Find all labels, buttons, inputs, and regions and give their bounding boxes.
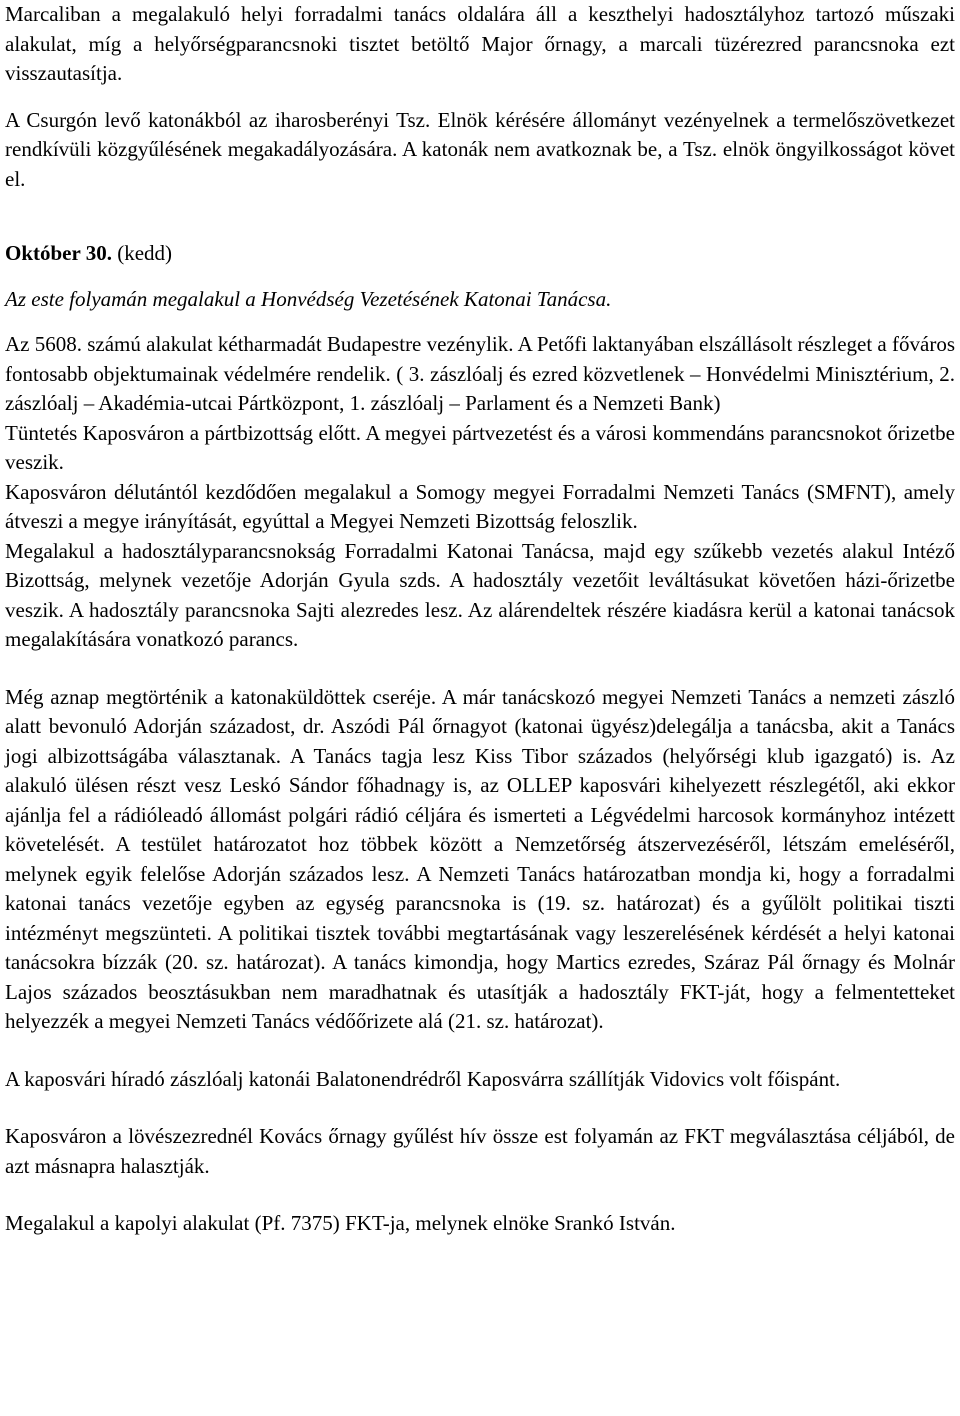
- paragraph-kapoly: Megalakul a kapolyi alakulat (Pf. 7375) FKT-ja, melynek elnöke Srankó István.: [5, 1211, 676, 1235]
- paragraph-division-council: Megalakul a hadosztályparancsnokság Forradalmi Katonai Tanácsa, majd egy szűkebb vezetés alakul Intéző Bizottság, melynek vezetője Adorján Gyula szds. A hadosztály vezetőit leváltásukat követően házi-őrizetbe veszik. A hadosztály parancsnoka Sajti alezredes lesz. Az alárendeltek részére kiadásra kerül a katonai tanácsok megalakítására vonatkozó parancs.: [5, 538, 955, 651]
- paragraph-unit-5608: Az 5608. számú alakulat kétharmadát Budapestre vezénylik. A Petőfi laktanyában elszállásolt részleget a főváros fontosabb objektumainak védelmére rendelik. ( 3. zászlóalj és ezred közvetlenek – Honvédelmi Minisztérium, 2. zászlóalj – Akadémia-utcai Pártközpont, 1. zászlóalj – Parlament és a Nemzeti Bank): [5, 332, 955, 415]
- paragraph-kaposvar-protest: Tüntetés Kaposváron a pártbizottság előtt. A megyei pártvezetést és a városi kommendáns parancsnokot őrizetbe veszik.: [5, 420, 955, 474]
- paragraph-marcali: Marcaliban a megalakuló helyi forradalmi tanács oldalára áll a keszthelyi hadosztályhoz tartozó műszaki alakulat, míg a helyőrségparancsnoki tisztet betöltő Major őrnagy, a marcali tüzérezred parancsnoka ezt visszautasítja.: [5, 2, 955, 85]
- paragraph-smfnt: Kaposváron délutántól kezdődően megalakul a Somogy megyei Forradalmi Nemzeti Tanács (SMFNT), amely átveszi a megye irányítását, egyúttal a Megyei Nemzeti Bizottság feloszlik.: [5, 479, 955, 533]
- document-page: [5, 0, 955, 1239]
- date-heading: [5, 239, 955, 269]
- paragraph-csurgo: A Csurgón levő katonákból az iharosberényi Tsz. Elnök kérésére állományt vezényelnek a termelőszövetkezet rendkívüli közgyűlésének megakadályozására. A katonák nem avatkoznak be, a Tsz. elnök öngyilkosságot követ el.: [5, 107, 955, 191]
- date-heading-day: (kedd): [117, 241, 173, 265]
- date-heading-date: Október 30.: [5, 241, 112, 265]
- paragraph-military-council: Az este folyamán megalakul a Honvédség Vezetésének Katonai Tanácsa.: [5, 286, 612, 311]
- paragraph-fkt-election: Kaposváron a lövészezrednél Kovács őrnagy gyűlést hív össze est folyamán az FKT megválasztása céljából, de azt másnapra halasztják.: [5, 1124, 955, 1178]
- paragraph-delegates: Még aznap megtörténik a katonaküldöttek cseréje. A már tanácskozó megyei Nemzeti Tanács a nemzeti zászló alatt bevonuló Adorján századost, dr. Aszódi Pál őrnagyot (katonai ügyész)delegálja a tanácsba, akit a Tanács jogi albizottságába választanak. A Tanács tagja lesz Kiss Tibor százados (helyőrségi klub igazgató) is. Az alakuló ülésen részt vesz Leskó Sándor főhadnagy is, az OLLEP kaposvári kihelyezett részlegétől, aki ekkor ajánlja fel a rádióleadó állomást polgári rádió céljára és ismerteti a Légvédelmi harcosok kormányhoz intézett követelését. A testület határozatot hoz többek között a Nemzetőrség átszervezéséről, létszám emeléséről, melynek egyik felelőse Adorján százados lesz. A Nemzeti Tanács határozatban mondja ki, hogy a forradalmi katonai tanács vezetője egyben az egység parancsnoka is (19. sz. határozat) és a gyűlölt politikai tiszti intézményt megszünteti. A politikai tisztek további megtartásának vagy leszerelésének kérdését a helyi katonai tanácsokra bízzák (20. sz. határozat). A tanács kimondja, hogy Martics ezredes, Száraz Pál őrnagy és Molnár Lajos százados beosztásukban nem maradhatnak és utasítják a hadosztály FKT-ját, hogy a felmentetteket helyezzék a megyei Nemzeti Tanács védőőrizete alá (21. sz. határozat).: [5, 684, 955, 1033]
- paragraph-vidovics: A kaposvári híradó zászlóalj katonái Balatonendrédről Kaposvárra szállítják Vidovics volt főispánt.: [5, 1066, 841, 1091]
